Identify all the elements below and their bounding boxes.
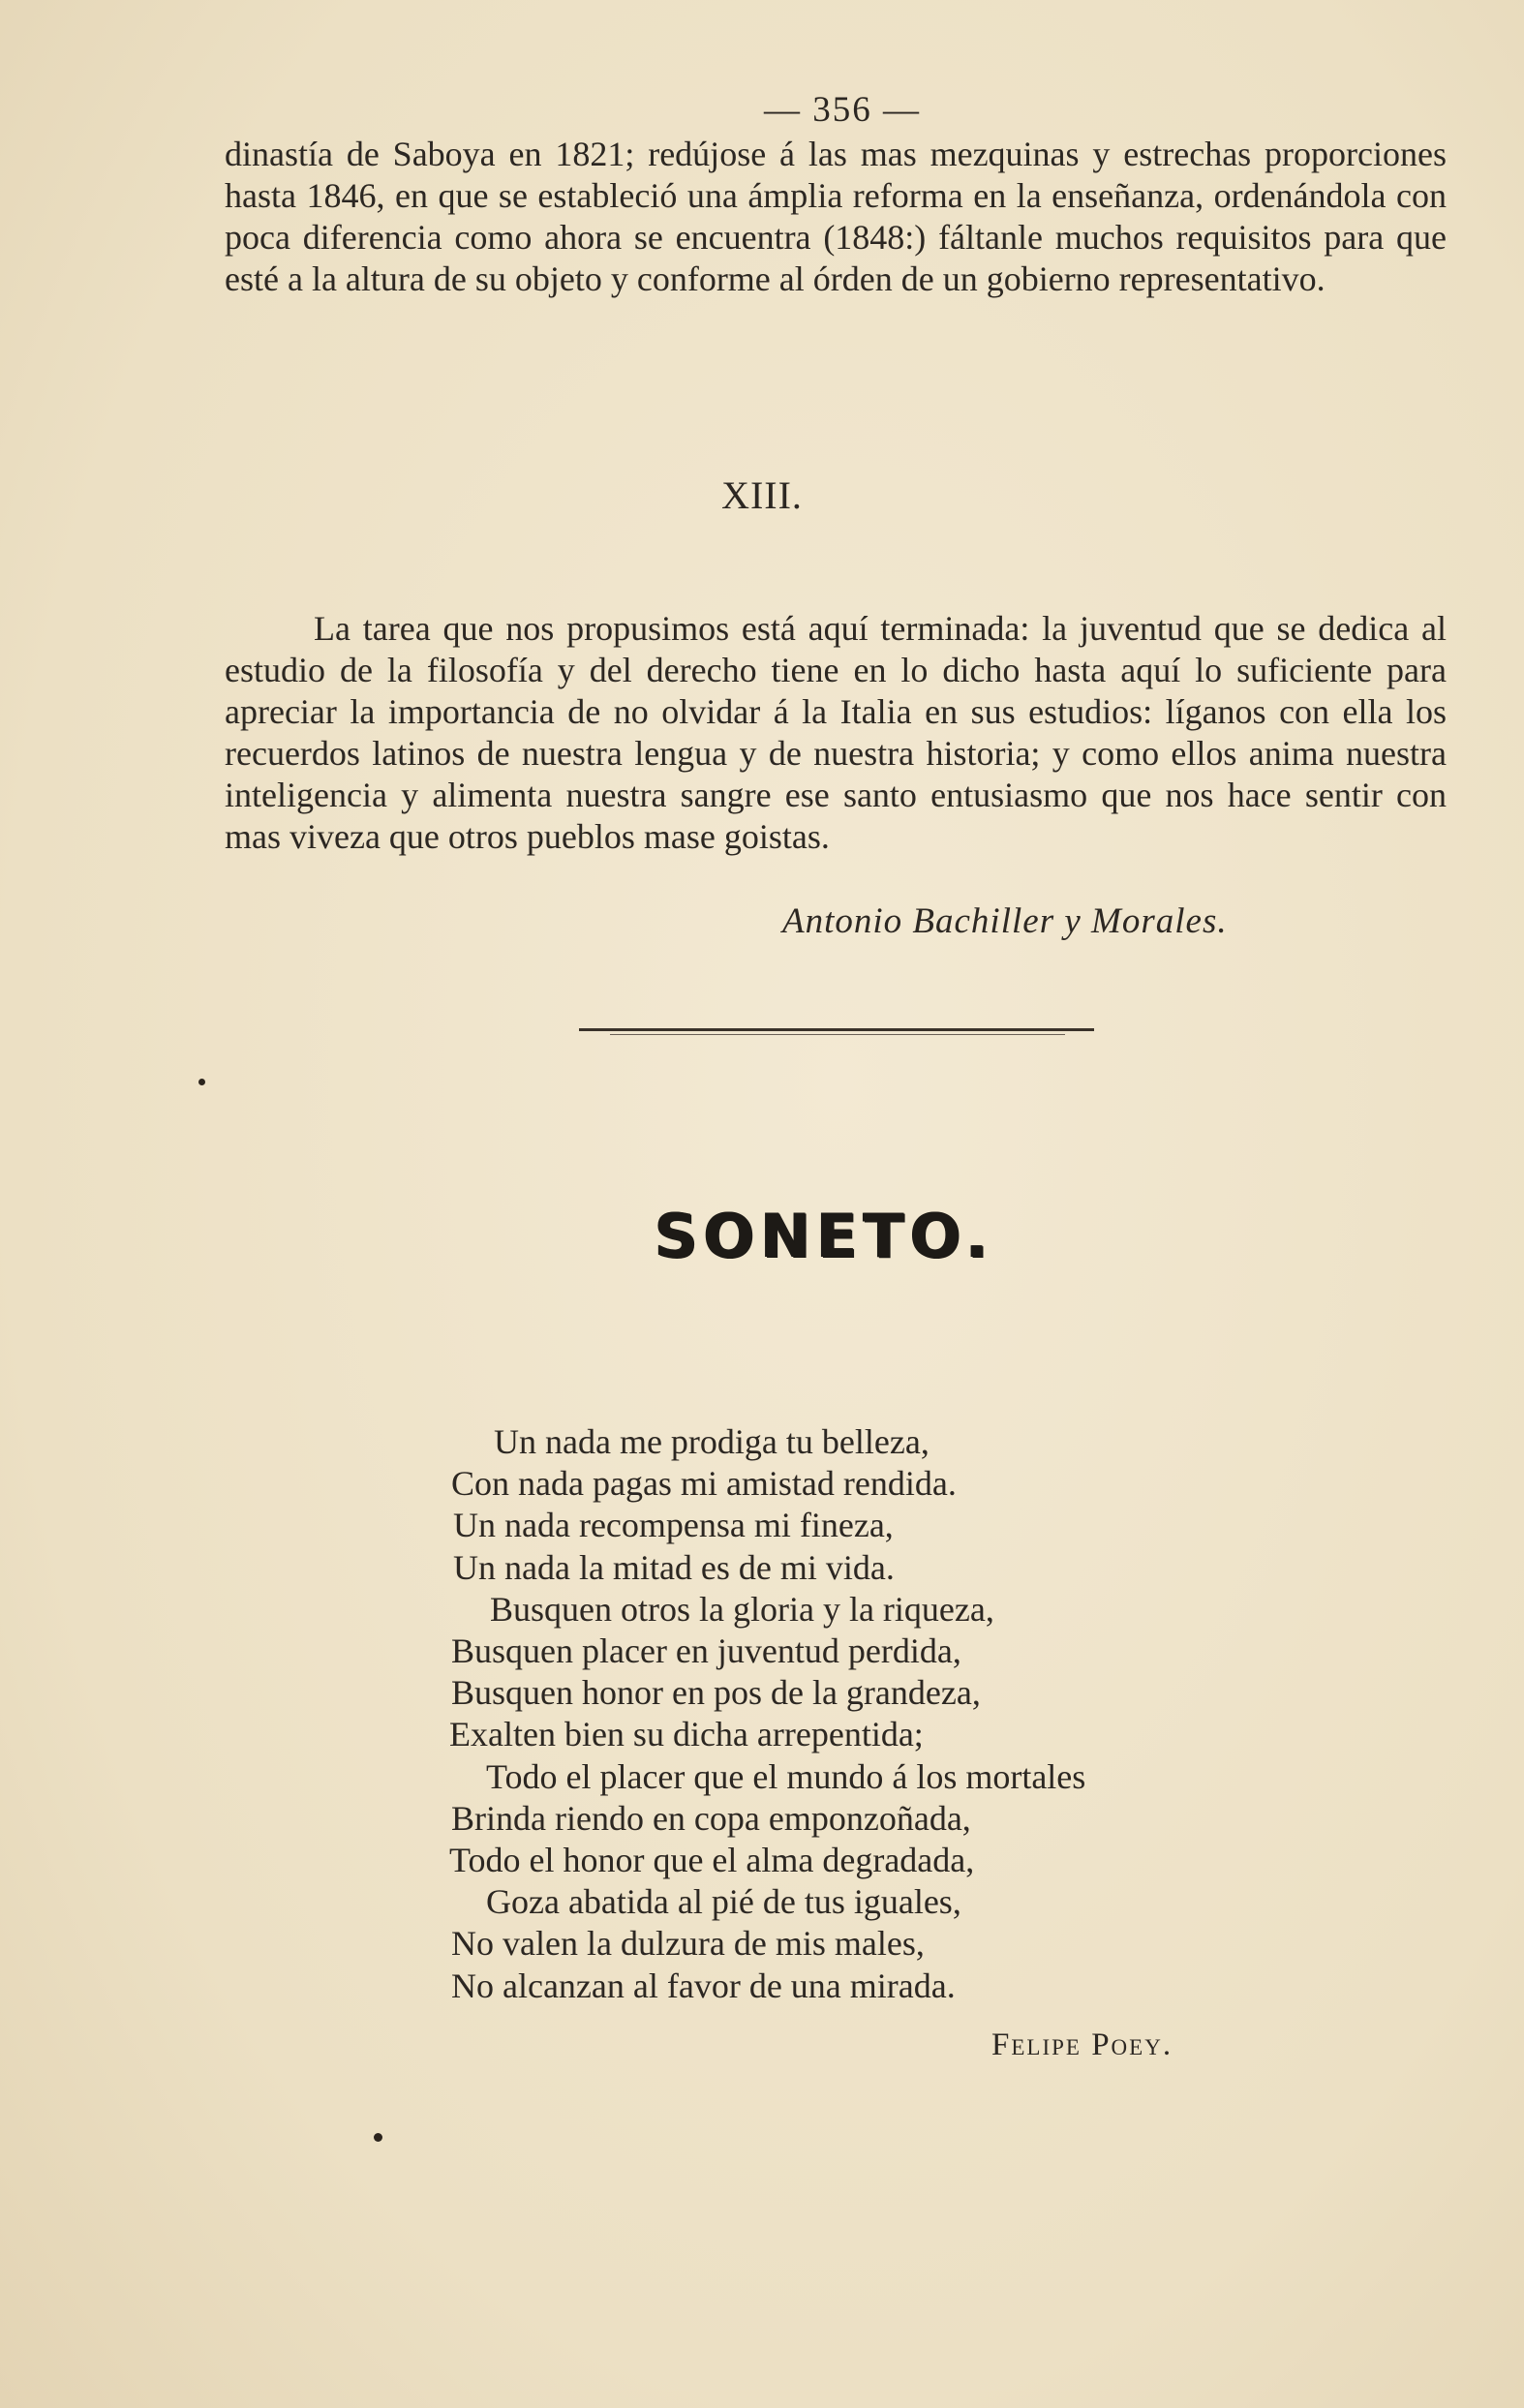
poem-line: Un nada recompensa mi fineza, <box>453 1506 894 1545</box>
poem-line: Todo el honor que el alma degradada, <box>449 1841 975 1880</box>
poem-line: Un nada me prodiga tu belleza, <box>494 1422 930 1461</box>
poem-line: Goza abatida al pié de tus iguales, <box>486 1882 961 1922</box>
section-divider-thin <box>610 1034 1065 1035</box>
paragraph-2-text: La tarea que nos propusimos está aquí terminada: la juventud que se dedica al estudio de la filosofía y del derecho tiene en lo dicho hasta aquí lo suficiente para apreciar la importancia de no olvidar á la Italia en sus estudios: líganos con ella los recuerdos latinos de nuestra lengua y de nuestra historia; y como ellos anima nuestra inteligencia y alimenta nuestra sangre ese santo entusiasmo que nos hace sentir con mas viveza que otros pueblos mase goistas. <box>225 609 1447 856</box>
poem-line: No valen la dulzura de mis males, <box>451 1924 925 1964</box>
poem-line: Busquen otros la gloria y la riqueza, <box>490 1589 994 1629</box>
poem-line: Busquen honor en pos de la grandeza, <box>451 1673 981 1713</box>
author-signature: Antonio Bachiller y Morales. <box>782 901 1228 941</box>
page-number: — 356 — <box>764 90 921 130</box>
section-divider <box>579 1028 1094 1031</box>
poem-title: SONETO. <box>655 1201 994 1271</box>
section-heading-xiii: XIII. <box>721 473 803 517</box>
ink-speck <box>374 2133 382 2142</box>
poet-signature: Felipe Poey. <box>991 2027 1173 2062</box>
paragraph-1-text: dinastía de Saboya en 1821; redújose á las mas mezquinas y estrechas proporciones hasta 1846, en que se estableció una ámplia reforma en la enseñanza, ordenándola con poca diferencia como ahora se encuentra (1848:) fáltanle muchos requisitos para que esté a la altura de su objeto y conforme al órden de un gobierno representativo. <box>225 135 1447 298</box>
poem-line: Brinda riendo en copa emponzoñada, <box>451 1798 971 1838</box>
ink-speck <box>198 1079 205 1085</box>
poem-line: Todo el placer que el mundo á los mortales <box>486 1756 1086 1796</box>
paragraph-dinastia <box>225 134 1447 300</box>
paragraph-tarea <box>225 608 1447 858</box>
poem-line: No alcanzan al favor de una mirada. <box>451 1966 956 2005</box>
poem-body <box>445 1421 1220 2007</box>
poem-line: Un nada la mitad es de mi vida. <box>453 1547 895 1587</box>
poem-line: Busquen placer en juventud perdida, <box>451 1631 961 1671</box>
poem-line: Con nada pagas mi amistad rendida. <box>451 1464 957 1504</box>
poem-line: Exalten bien su dicha arrepentida; <box>449 1715 924 1754</box>
